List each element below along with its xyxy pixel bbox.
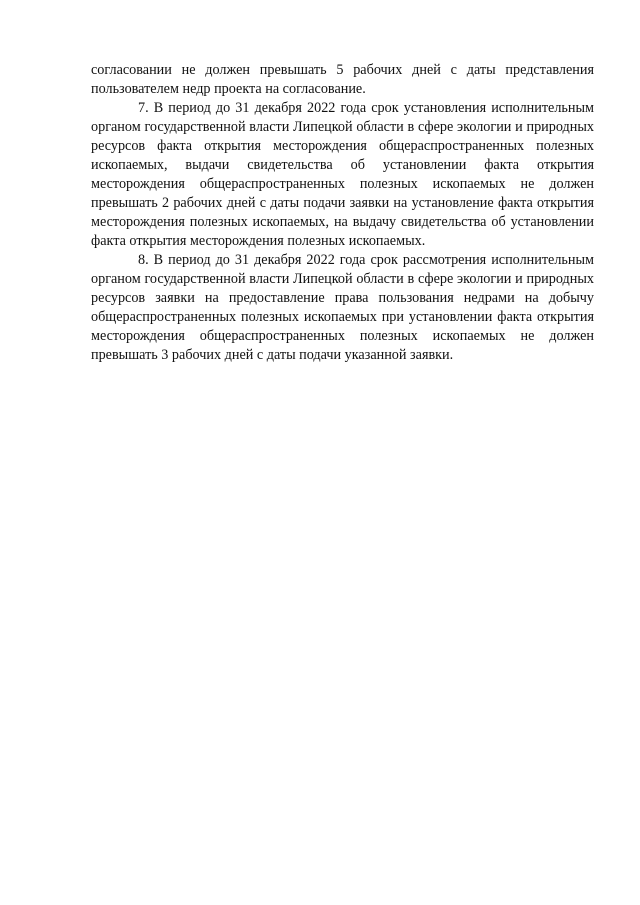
paragraph-continuation: согласовании не должен превышать 5 рабочих дней с даты представления пользователем недр проекта на согласование. (91, 62, 594, 97)
paragraph-item-7: 7. В период до 31 декабря 2022 года срок установления исполнительным органом государственной власти Липецкой области в сфере экологии и природных ресурсов факта открытия месторождения общераспространенных полезных ископаемых, выдачи свидетельства об установлении факта открытия месторождения общераспространенных полезных ископаемых не должен превышать 2 рабочих дней с даты подачи заявки на установление факта открытия месторождения полезных ископаемых, на выдачу свидетельства об установлении факта открытия месторождения полезных ископаемых. (91, 100, 594, 249)
paragraph-item-8: 8. В период до 31 декабря 2022 года срок рассмотрения исполнительным органом государственной власти Липецкой области в сфере экологии и природных ресурсов заявки на предоставление права пользования недрами на добычу общераспространенных полезных ископаемых при установлении факта открытия месторождения общераспространенных полезных ископаемых не должен превышать 3 рабочих дней с даты подачи указанной заявки. (91, 252, 594, 363)
document-body (91, 61, 594, 365)
